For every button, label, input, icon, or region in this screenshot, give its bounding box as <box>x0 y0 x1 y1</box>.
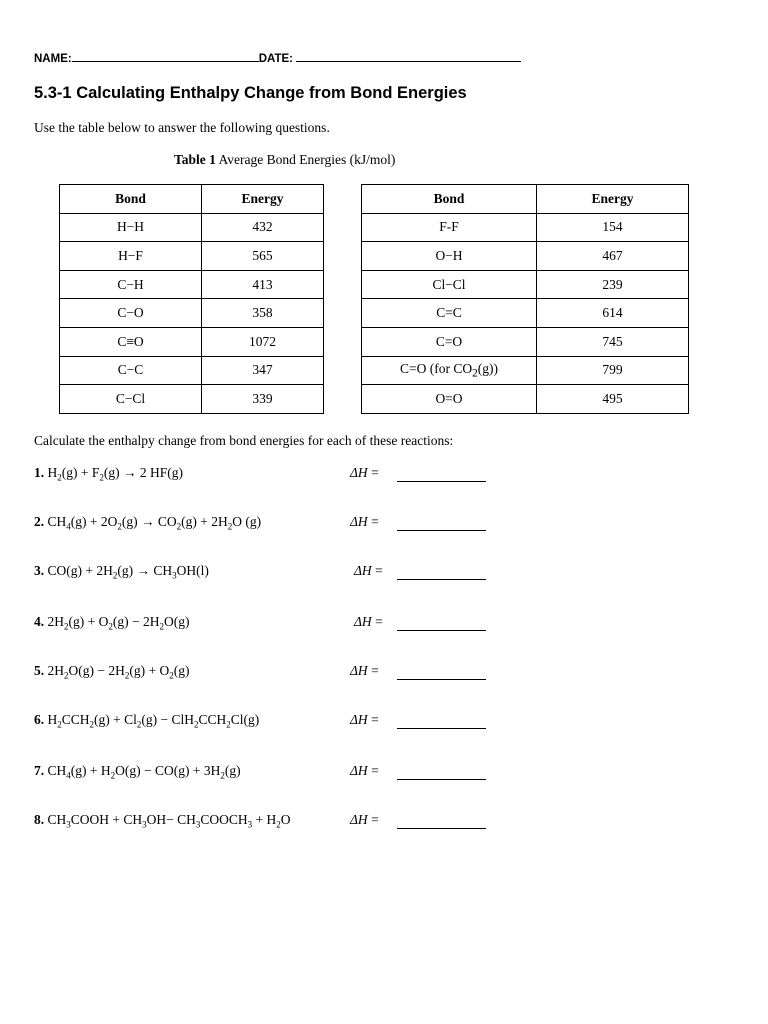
answer-blank[interactable] <box>397 827 486 829</box>
table-caption <box>174 152 395 168</box>
date-blank[interactable] <box>296 50 521 62</box>
question-number: 4. <box>34 614 45 629</box>
table-row <box>362 385 689 414</box>
answer-blank[interactable] <box>397 778 486 780</box>
energy-cell: 467 <box>537 242 689 271</box>
bond-cell: C=O <box>362 327 537 356</box>
question-number: 3. <box>34 563 45 578</box>
reaction-equation: $CO(g) + 2H_2(g) \to CH_3OH(l)$ <box>44 563 209 581</box>
name-blank[interactable] <box>72 50 259 62</box>
reaction-equation: $CH_4(g) + H_2O(g) - CO(g) + 3H_2(g)$ <box>44 763 241 781</box>
reaction-equation: $2H_2O(g) - 2H_2(g) + O_2(g)$ <box>44 663 190 681</box>
question-number: 5. <box>34 663 45 678</box>
delta-h-label: ΔH = <box>350 812 379 827</box>
bond-cell: C=O (for $CO_2(g)$) <box>362 356 537 385</box>
reaction-equation: $H_2CCH_2(g) + Cl_2(g) - ClH_2CCH_2Cl(g)$ <box>44 712 260 730</box>
table-row <box>362 327 689 356</box>
table-row <box>60 299 324 328</box>
table-row <box>60 385 324 414</box>
question-8 <box>34 812 291 828</box>
answer-blank[interactable] <box>397 480 486 482</box>
energy-cell: 799 <box>537 356 689 385</box>
delta-h-label: ΔH = <box>350 763 379 778</box>
question-number: 8. <box>34 812 45 827</box>
table-row <box>362 213 689 242</box>
question-5 <box>34 663 189 679</box>
question-number: 6. <box>34 712 45 727</box>
table-row <box>362 356 689 385</box>
table-row <box>60 327 324 356</box>
bond-cell: C−C <box>60 356 202 385</box>
bond-cell: F-F <box>362 213 537 242</box>
energy-cell: 347 <box>202 356 324 385</box>
instructions: Use the table below to answer the following questions. <box>34 120 330 135</box>
answer-blank[interactable] <box>397 529 486 531</box>
answer-blank[interactable] <box>397 578 486 580</box>
bond-cell: C=C <box>362 299 537 328</box>
date-label: DATE: <box>258 53 293 65</box>
delta-h-label: ΔH = <box>350 712 379 727</box>
delta-h-label: ΔH = <box>350 514 379 529</box>
energy-cell: 432 <box>202 213 324 242</box>
bond-cell: H−F <box>60 242 202 271</box>
bond-cell: O=O <box>362 385 537 414</box>
header-line <box>34 50 521 65</box>
delta-h-label: ΔH = <box>354 563 383 578</box>
table-row <box>60 356 324 385</box>
question-number: 7. <box>34 763 45 778</box>
bond-energy-table-left <box>59 184 324 414</box>
bond-cell: C−H <box>60 270 202 299</box>
answer-blank[interactable] <box>397 629 486 631</box>
table-row <box>60 270 324 299</box>
name-label: NAME: <box>34 53 72 65</box>
answer-blank[interactable] <box>397 678 486 680</box>
energy-cell: 614 <box>537 299 689 328</box>
bond-cell: C−Cl <box>60 385 202 414</box>
energy-cell: 239 <box>537 270 689 299</box>
worksheet-title: 5.3-1 Calculating Enthalpy Change from Bond Energies <box>34 84 467 102</box>
answer-blank[interactable] <box>397 727 486 729</box>
table-caption-label: Table 1 <box>174 152 216 167</box>
bond-cell: O−H <box>362 242 537 271</box>
energy-cell: 745 <box>537 327 689 356</box>
reaction-equation: $2H_2(g) + O_2(g) - 2H_2O(g)$ <box>44 614 190 632</box>
calculation-prompt: Calculate the enthalpy change from bond energies for each of these reactions: <box>34 433 454 448</box>
energy-header: Energy <box>202 185 324 214</box>
question-7 <box>34 763 241 779</box>
question-number: 2. <box>34 514 45 529</box>
table-row <box>362 299 689 328</box>
table-row <box>60 213 324 242</box>
question-number: 1. <box>34 465 45 480</box>
bond-cell: C≡O <box>60 327 202 356</box>
bond-cell: Cl−Cl <box>362 270 537 299</box>
question-3 <box>34 563 209 579</box>
bond-cell: C−O <box>60 299 202 328</box>
table-row <box>362 270 689 299</box>
question-1 <box>34 465 183 481</box>
question-2 <box>34 514 261 530</box>
energy-cell: 565 <box>202 242 324 271</box>
question-4 <box>34 614 189 630</box>
table-caption-text: Average Bond Energies (kJ/mol) <box>218 152 396 167</box>
energy-cell: 358 <box>202 299 324 328</box>
energy-header: Energy <box>537 185 689 214</box>
table-row <box>60 242 324 271</box>
delta-h-label: ΔH = <box>350 465 379 480</box>
delta-h-label: ΔH = <box>354 614 383 629</box>
bond-energy-table-right <box>361 184 689 414</box>
energy-cell: 413 <box>202 270 324 299</box>
bond-cell: H−H <box>60 213 202 242</box>
energy-cell: 495 <box>537 385 689 414</box>
reaction-equation: $H_2(g) + F_2(g) \to 2$ HF(g) <box>44 465 183 483</box>
delta-h-label: ΔH = <box>350 663 379 678</box>
table-row <box>362 242 689 271</box>
reaction-equation: $CH_4(g) + 2O_2(g) \to CO_2(g) + 2H_2O$ (g) <box>44 514 262 532</box>
reaction-equation: $CH_3COOH + CH_3OH-$ $CH_3COOCH_3 + H_2O$ <box>44 812 291 830</box>
energy-cell: 339 <box>202 385 324 414</box>
bond-header: Bond <box>362 185 537 214</box>
question-6 <box>34 712 259 728</box>
energy-cell: 1072 <box>202 327 324 356</box>
energy-cell: 154 <box>537 213 689 242</box>
bond-header: Bond <box>60 185 202 214</box>
